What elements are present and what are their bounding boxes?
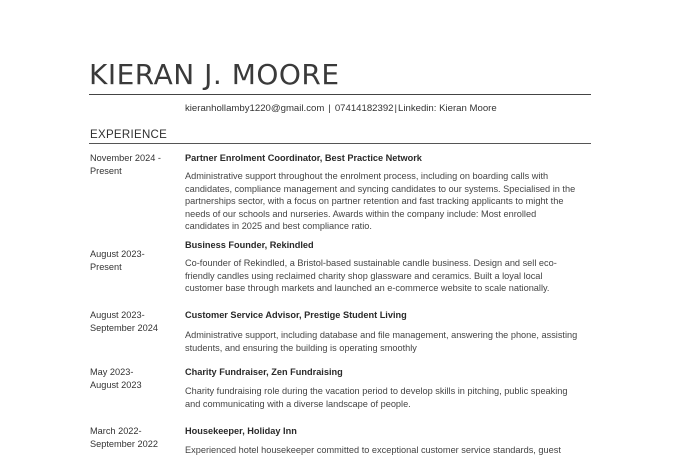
phone-text: 07414182392 (334, 103, 394, 114)
entry-date: March 2022- September 2022 (90, 426, 158, 449)
entry-date: May 2023- August 2023 (90, 367, 142, 390)
entry-description: Charity fundraising role during the vacation period to develop skills in pitching, public speaking and communicating with a diverse landscape of people. (185, 386, 568, 409)
experience-heading: EXPERIENCE (90, 129, 168, 141)
contact-separator: | (328, 103, 331, 114)
entry-role: Business Founder, Rekindled (185, 240, 314, 250)
entry-date: August 2023- September 2024 (90, 310, 158, 333)
entry-date: November 2024 - Present (90, 153, 161, 176)
entry-description: Experienced hotel housekeeper committed to exceptional customer service standards, guest (185, 445, 561, 455)
entry-role: Partner Enrolment Coordinator, Best Practice Network (185, 153, 422, 163)
entry-role: Charity Fundraiser, Zen Fundraising (185, 367, 343, 377)
entry-role: Housekeeper, Holiday Inn (185, 426, 297, 436)
entry-role: Customer Service Advisor, Prestige Student Living (185, 310, 407, 320)
linkedin-text: Linkedin: Kieran Moore (398, 103, 497, 114)
header-divider (89, 94, 591, 95)
contact-separator: | (394, 103, 398, 114)
contact-line (185, 102, 497, 116)
candidate-name: KIERAN J. MOORE (89, 58, 340, 91)
email-text: kieranhollamby1220@gmail.com (185, 103, 325, 114)
entry-description: Administrative support throughout the enrolment process, including on boarding calls with candidates, compliance management and syncing candidates to our systems. Specialised in the partnerships sector, with a focus on partner retention and fast tracking applicants to might the needs of our schools and nurseries. Awards within the company include: Most enrolled candidates in 2025 and best compliance ratio. (185, 171, 576, 232)
entry-date: August 2023- Present (90, 249, 145, 272)
entry-description: Co-founder of Rekindled, a Bristol-based sustainable candle business. Design and sell eco-friendly candles using reclaimed charity shop glassware and ceramics. Built a loyal local customer base through markets and launched an e-commerce website to scale nationally. (185, 258, 557, 294)
entry-description: Administrative support, including database and file management, answering the phone, assisting students, and ensuring the building is operating smoothly (185, 330, 578, 353)
section-divider (89, 143, 591, 144)
